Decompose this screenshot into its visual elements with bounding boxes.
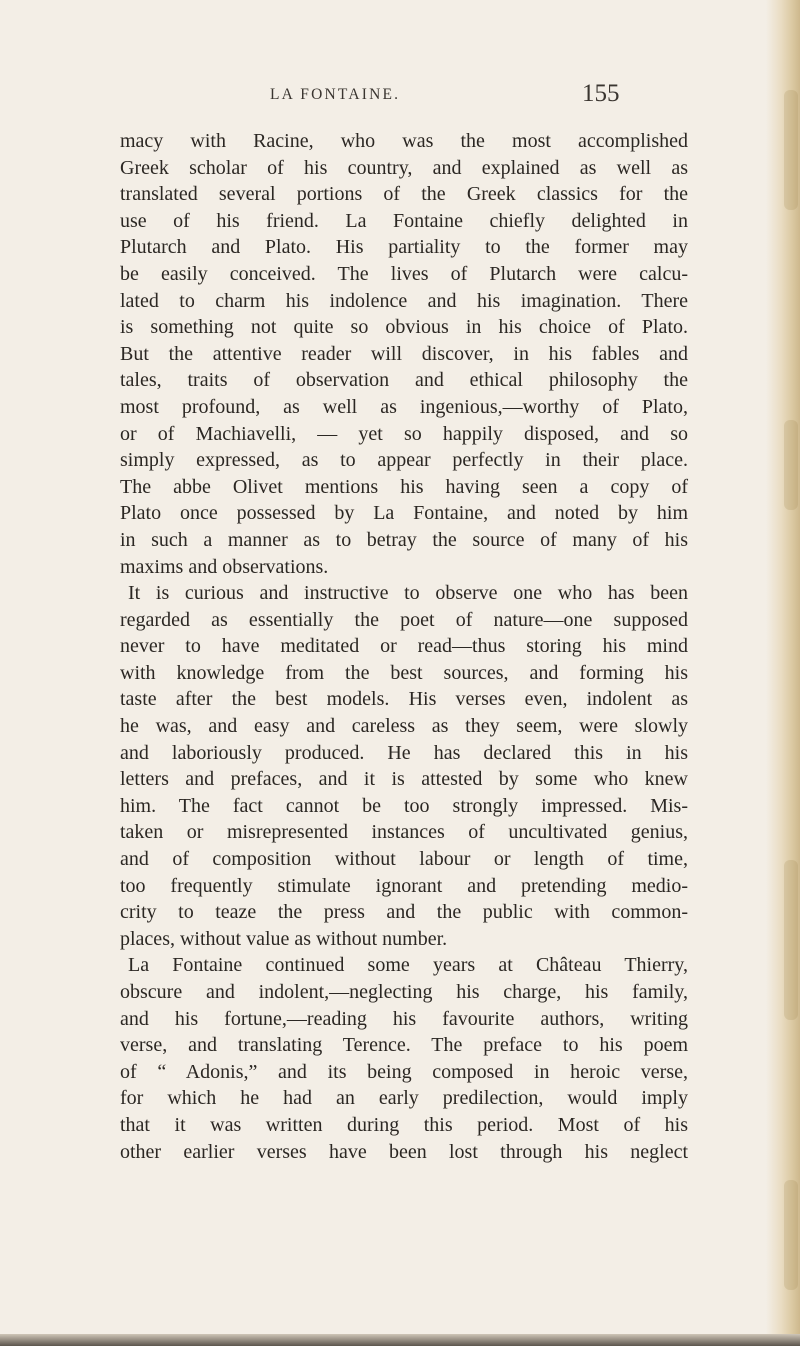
text-line: It is curious and instructive to observe one who has been [128, 582, 688, 605]
text-line: Plato once possessed by La Fontaine, and noted by him [120, 502, 688, 525]
body-text [120, 128, 688, 1165]
edge-damage-mark [784, 420, 798, 510]
text-line: of “ Adonis,” and its being composed in heroic verse, [120, 1060, 688, 1083]
text-line: regarded as essentially the poet of nature—one supposed [120, 608, 688, 631]
text-line: letters and prefaces, and it is attested by some who knew [120, 768, 688, 791]
text-line: that it was written during this period. Most of his [120, 1113, 688, 1136]
edge-damage-mark [784, 1180, 798, 1290]
paragraph-end-line: maxims and observations. [120, 555, 329, 578]
edge-damage-mark [784, 860, 798, 1020]
text-line: and of composition without labour or length of time, [120, 848, 688, 871]
text-line: But the attentive reader will discover, in his fables and [120, 342, 688, 365]
text-line: he was, and easy and careless as they seem, were slowly [120, 715, 688, 738]
running-head: LA FONTAINE. [270, 86, 401, 103]
text-line: or of Machiavelli, — yet so happily disposed, and so [120, 422, 688, 445]
text-line: him. The fact cannot be too strongly impressed. Mis- [120, 794, 688, 817]
text-line: other earlier verses have been lost through his neglect [120, 1140, 688, 1163]
text-line: simply expressed, as to appear perfectly in their place. [120, 449, 688, 472]
text-line: taken or misrepresented instances of uncultivated genius, [120, 821, 688, 844]
text-line: translated several portions of the Greek classics for the [120, 183, 688, 206]
page-header [0, 80, 800, 116]
text-line: macy with Racine, who was the most accomplished [120, 130, 688, 152]
paragraph-end-line: places, without value as without number. [120, 927, 448, 950]
text-line: taste after the best models. His verses even, indolent as [120, 688, 688, 711]
text-line: for which he had an early predilection, would imply [120, 1087, 688, 1110]
text-line: most profound, as well as ingenious,—worthy of Plato, [120, 395, 688, 418]
scan-bottom-edge [0, 1334, 800, 1346]
text-line: is something not quite so obvious in his choice of Plato. [120, 316, 688, 339]
text-line: in such a manner as to betray the source of many of his [120, 528, 688, 551]
text-line: Greek scholar of his country, and explained as well as [120, 156, 688, 179]
text-line: be easily conceived. The lives of Plutarch were calcu- [120, 262, 688, 285]
text-line: and laboriously produced. He has declared this in his [120, 741, 688, 764]
text-line: La Fontaine continued some years at Château Thierry, [128, 954, 688, 977]
text-line: lated to charm his indolence and his imagination. There [120, 289, 688, 312]
text-line: verse, and translating Terence. The preface to his poem [120, 1034, 688, 1057]
page-number: 155 [582, 80, 620, 107]
text-line: with knowledge from the best sources, and forming his [120, 661, 688, 684]
text-line: too frequently stimulate ignorant and pretending medio- [120, 874, 688, 897]
text-line: Plutarch and Plato. His partiality to the former may [120, 236, 688, 259]
text-line: crity to teaze the press and the public with common- [120, 901, 688, 924]
text-line: and his fortune,—reading his favourite authors, writing [120, 1007, 688, 1030]
text-line: The abbe Olivet mentions his having seen a copy of [120, 475, 688, 498]
text-line: obscure and indolent,—neglecting his charge, his family, [120, 981, 688, 1003]
text-line: tales, traits of observation and ethical philosophy the [120, 369, 688, 392]
text-line: use of his friend. La Fontaine chiefly delighted in [120, 209, 688, 232]
text-line: never to have meditated or read—thus storing his mind [120, 635, 688, 658]
